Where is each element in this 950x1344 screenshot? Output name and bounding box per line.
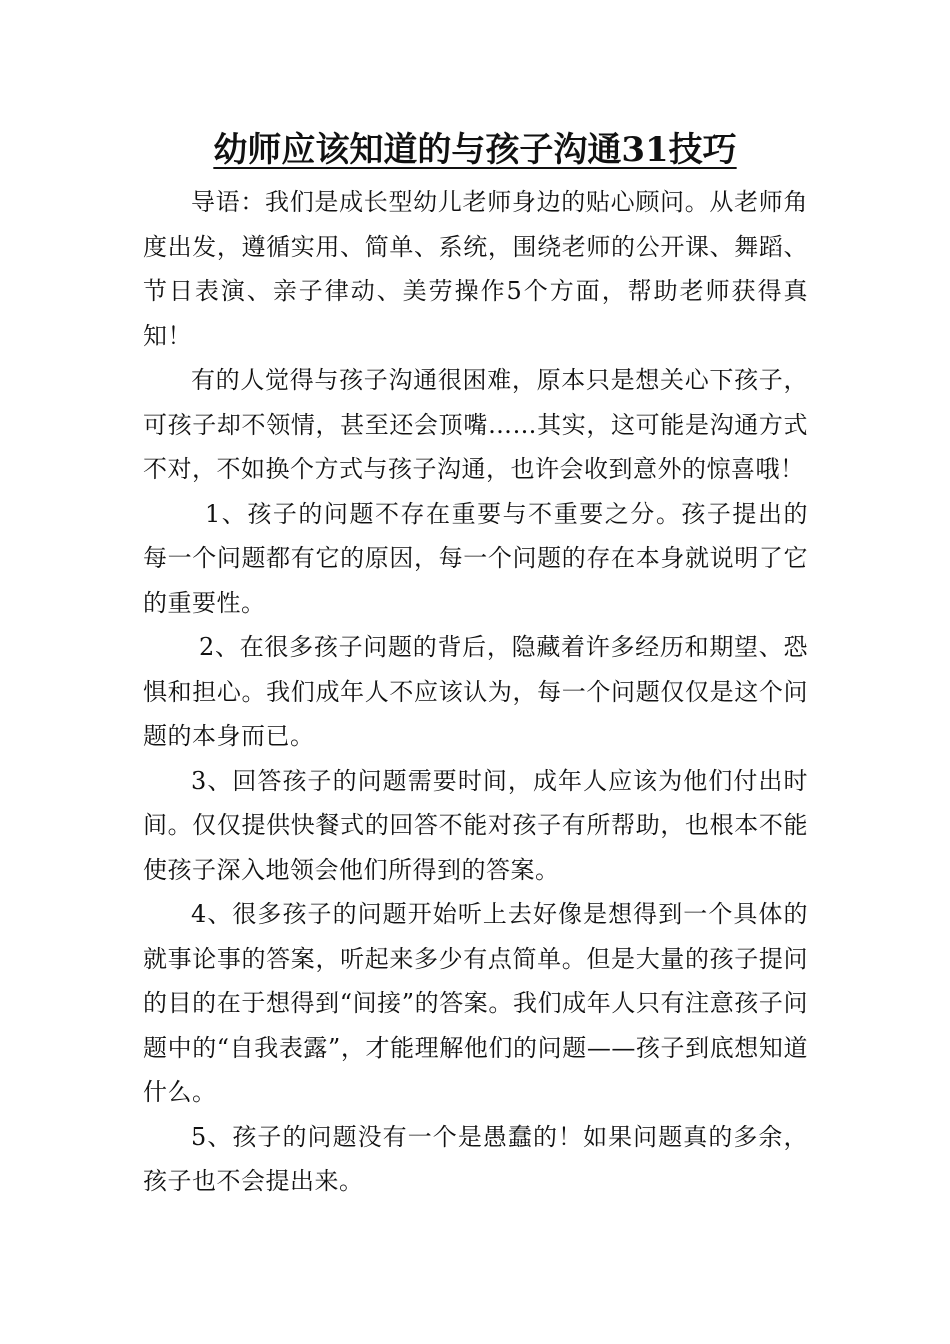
paragraph-tip-1: 1、孩子的问题不存在重要与不重要之分。孩子提出的每一个问题都有它的原因，每一个问题的存在本身就说明了它的重要性。 xyxy=(143,499,808,617)
paragraph-tip-4: 4、很多孩子的问题开始听上去好像是想得到一个具体的就事论事的答案，听起来多少有点简单。但是大量的孩子提问的目的在于想得到“间接”的答案。我们成年人只有注意孩子问题中的“自我表露”，才能理解他们的问题——孩子到底想知道什么。 xyxy=(143,900,808,1106)
paragraph-background: 有的人觉得与孩子沟通很困难，原本只是想关心下孩子，可孩子却不领情，甚至还会顶嘴……其实，这可能是沟通方式不对，不如换个方式与孩子沟通，也许会收到意外的惊喜哦！ xyxy=(143,366,808,483)
paragraph-tip-2: 2、在很多孩子问题的背后，隐藏着许多经历和期望、恐惧和担心。我们成年人不应该认为，每一个问题仅仅是这个问题的本身而已。 xyxy=(143,633,808,750)
paragraph-tip-5: 5、孩子的问题没有一个是愚蠢的！如果问题真的多余，孩子也不会提出来。 xyxy=(143,1122,808,1195)
paragraph-intro: 导语：我们是成长型幼儿老师身边的贴心顾问。从老师角度出发，遵循实用、简单、系统，围绕老师的公开课、舞蹈、节日表演、亲子律动、美劳操作5个方面，帮助老师获得真知！ xyxy=(143,188,808,350)
document-title xyxy=(0,126,950,174)
document-body xyxy=(143,180,808,1204)
document-title-text: 幼师应该知道的与孩子沟通31技巧 xyxy=(213,130,737,170)
paragraph-tip-3: 3、回答孩子的问题需要时间，成年人应该为他们付出时间。仅仅提供快餐式的回答不能对孩子有所帮助，也根本不能使孩子深入地领会他们所得到的答案。 xyxy=(143,766,808,884)
